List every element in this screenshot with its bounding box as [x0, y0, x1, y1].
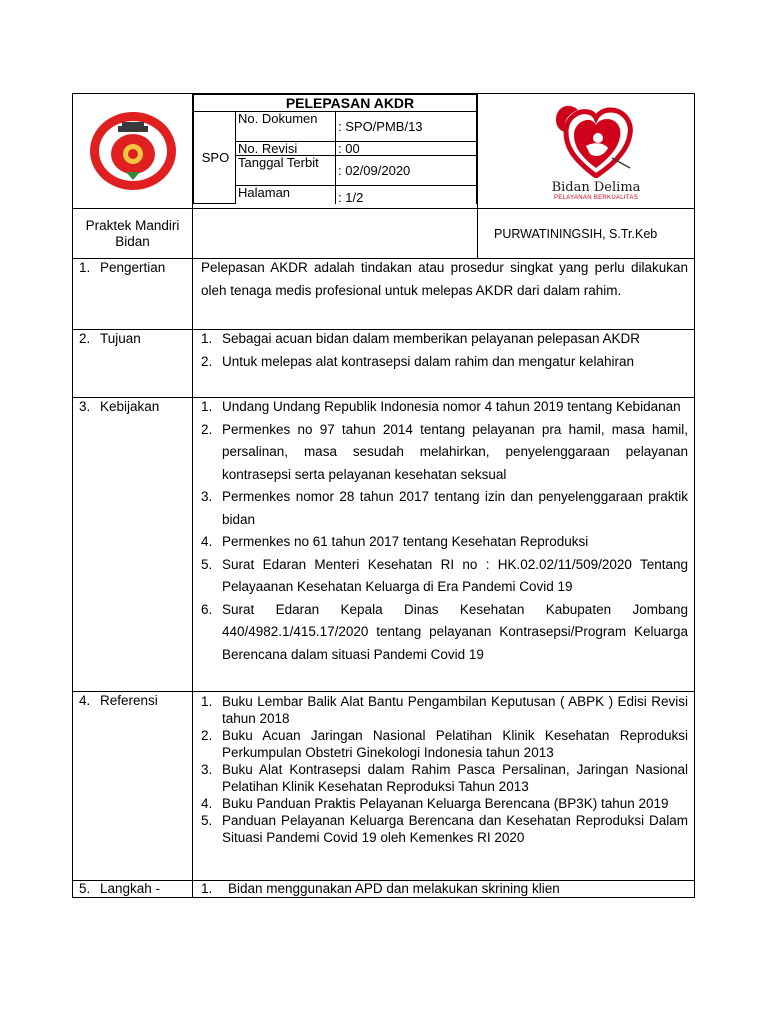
ibi-logo-icon: [88, 110, 178, 192]
field-value-tanggal-terbit: : 02/09/2020: [336, 156, 477, 186]
spo-table: [72, 93, 695, 898]
list-item: 5. Panduan Pelayanan Keluarga Berencana dan Kesehatan Reproduksi Dalam Situasi Pandemi Covid 19 oleh Kemenkes RI 2020: [201, 813, 688, 845]
spo-label: SPO: [194, 112, 236, 204]
field-value-no-revisi: : 00: [336, 142, 477, 156]
section-label-referensi: [73, 692, 193, 881]
section-num: 3.: [79, 399, 91, 414]
section-title: Kebijakan: [100, 399, 160, 414]
section-label-langkah: [73, 881, 193, 898]
section-num: 2.: [79, 331, 91, 346]
field-value-halaman: : 1/2: [336, 186, 477, 204]
kebijakan-content: [193, 398, 695, 692]
list-item: 1. Bidan menggunakan APD dan melakukan skrining klien: [201, 881, 560, 896]
section-label-tujuan: [73, 330, 193, 398]
referensi-content: [193, 692, 695, 881]
section-title: Langkah -: [100, 881, 161, 896]
section-num: 1.: [79, 260, 91, 275]
section-num: 5.: [79, 881, 91, 896]
field-label-no-dokumen: No. Dokumen: [236, 112, 336, 142]
field-label-no-revisi: No. Revisi: [236, 142, 336, 156]
list-item: 1. Buku Lembar Balik Alat Bantu Pengambilan Keputusan ( ABPK ) Edisi Revisi tahun 2018: [201, 694, 688, 726]
header-inner-table: [193, 94, 477, 204]
pengertian-text: Pelepasan AKDR adalah tindakan atau prosedur singkat yang perlu dilakukan oleh tenaga medis profesional untuk melepas AKDR dari dalam rahim.: [201, 260, 688, 298]
bidan-delima-tagline: PELAYANAN BERKUALITAS: [554, 194, 638, 201]
ibi-logo-cell: [73, 94, 193, 209]
section-title: Pengertian: [100, 260, 166, 275]
signatory-name: PURWATININGSIH, S.Tr.Keb: [478, 209, 695, 259]
bidan-delima-name: Bidan Delima: [551, 179, 641, 195]
list-item: 5. Surat Edaran Menteri Kesehatan RI no : HK.02.02/11/509/2020 Tentang Pelayaanan Kesehatan Keluarga di Era Pandemi Covid 19: [201, 556, 688, 594]
bidan-delima-logo-cell: [478, 94, 695, 209]
field-label-tanggal-terbit: Tanggal Terbit: [236, 156, 336, 186]
list-item: 2. Untuk melepas alat kontrasepsi dalam rahim dan mengatur kelahiran: [201, 353, 634, 369]
list-item: 6. Surat Edaran Kepala Dinas Kesehatan Kabupaten Jombang 440/4982.1/415.17/2020 tentang pelayanan Kontrasepsi/Program Keluarga Berencana dalam situasi Pandemi Covid 19: [201, 601, 688, 662]
tujuan-content: [193, 330, 695, 398]
list-item: 3. Buku Alat Kontrasepsi dalam Rahim Pasca Persalinan, Jaringan Nasional Pelatihan Klinik Kesehatan Reproduksi Tahun 2013: [201, 762, 688, 794]
pengertian-content: [193, 259, 695, 330]
list-item: 3. Permenkes nomor 28 tahun 2017 tentang izin dan penyelenggaraan praktik bidan: [201, 489, 688, 527]
document-title: PELEPASAN AKDR: [194, 95, 477, 112]
section-label-kebijakan: [73, 398, 193, 692]
list-item: 1. Undang Undang Republik Indonesia nomor 4 tahun 2019 tentang Kebidanan: [201, 399, 681, 414]
bidan-delima-logo-icon: [552, 102, 640, 178]
section-title: Tujuan: [100, 331, 141, 346]
list-item: 1. Sebagai acuan bidan dalam memberikan pelayanan pelepasan AKDR: [201, 331, 641, 346]
langkah-content: [193, 881, 695, 898]
list-item: 2. Permenkes no 97 tahun 2014 tentang pelayanan pra hamil, masa hamil, persalinan, masa sesudah melahirkan, penyelenggaraan pelayanan kontrasepsi serta pelayanan kesehatan seksual: [201, 421, 688, 482]
field-label-halaman: Halaman: [236, 186, 336, 204]
section-title: Referensi: [100, 693, 158, 708]
practice-label: Praktek Mandiri Bidan: [73, 209, 193, 259]
list-item: 4. Buku Panduan Praktis Pelayanan Keluarga Berencana (BP3K) tahun 2019: [201, 796, 669, 811]
section-label-pengertian: [73, 259, 193, 330]
list-item: 4. Permenkes no 61 tahun 2017 tentang Kesehatan Reproduksi: [201, 534, 589, 549]
blank-cell: [193, 209, 478, 259]
list-item: 2. Buku Acuan Jaringan Nasional Pelatihan Klinik Kesehatan Reproduksi Perkumpulan Obstetri Ginekologi Indonesia tahun 2013: [201, 728, 688, 760]
section-num: 4.: [79, 693, 91, 708]
field-value-no-dokumen: : SPO/PMB/13: [336, 112, 477, 142]
